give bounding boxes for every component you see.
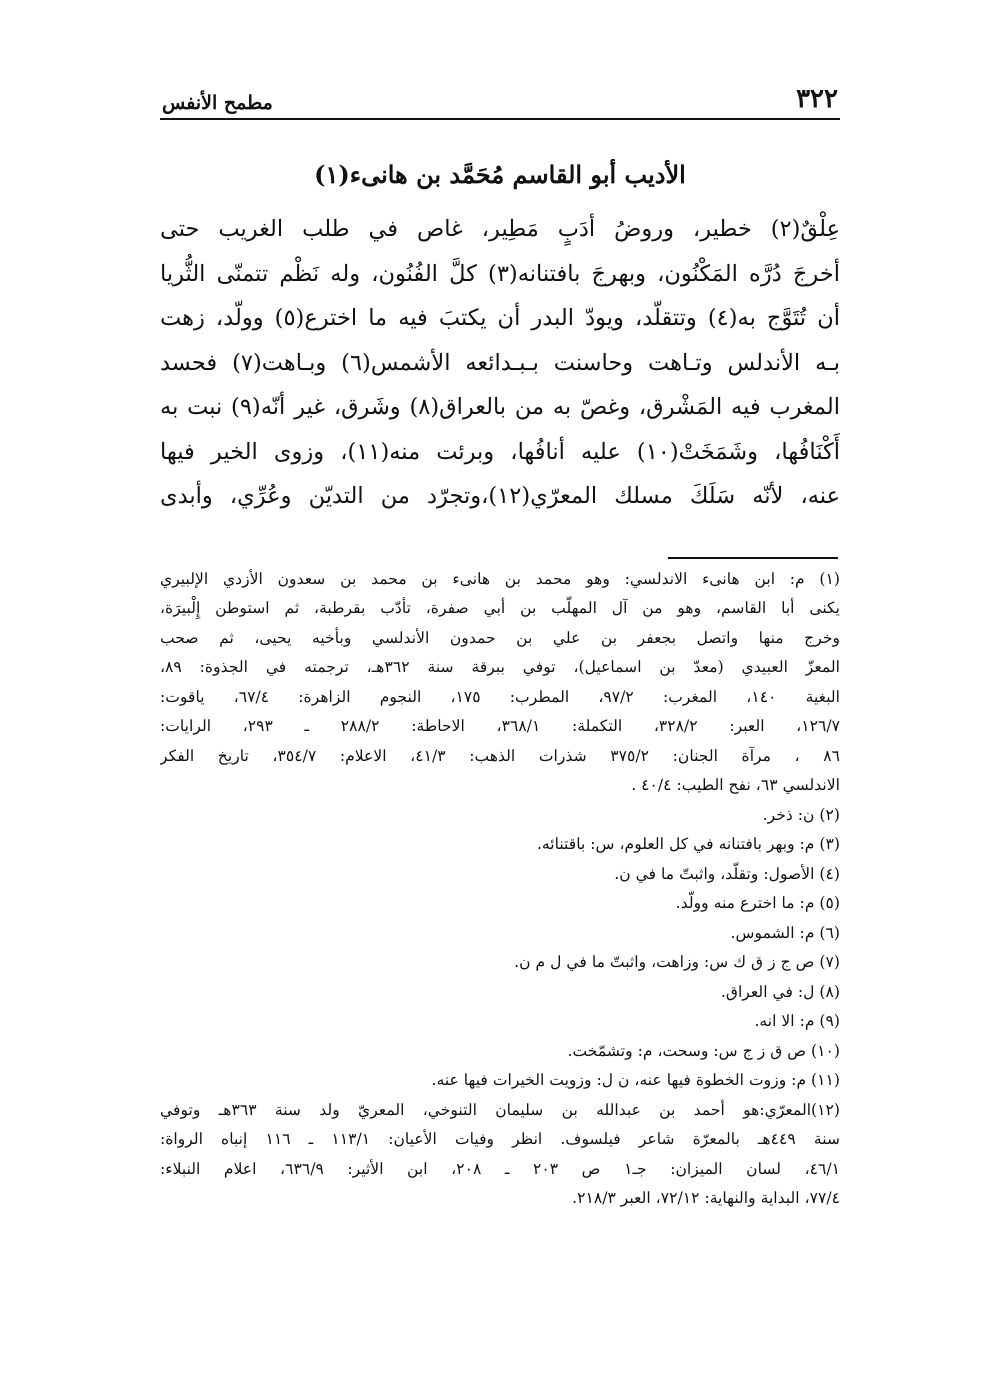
footnote-line: (١) م: ابن هانىء الاندلسي: وهو محمد بن هانىء بن محمد بن سعدون الأزدي الإلبيري (160, 569, 840, 588)
body-line: أَكْنَافُها، وشَمَخَتْ(١٠) عليه أنافُها، وبرئت منه(١١)، وزوى الخير فيها (160, 438, 840, 465)
footnote-line: (٣) م: وبهر بافتنانه في كل العلوم، س: باقتنائه. (536, 835, 840, 853)
footnote-line: (٨) ل: في العراق. (720, 982, 840, 1001)
chapter-title: الأديب أبو القاسم مُحَمَّد بن هانىء(١) (314, 160, 686, 189)
footnote-separator (668, 557, 838, 559)
footnote-line: يكنى أبا القاسم، وهو من آل المهلّب بن أبي صفرة، تأدّب بقرطبة، ثم استوطن إِلْبيرَة، (160, 599, 840, 617)
footnote-line: المعزّ العبيدي (معدّ بن اسماعيل)، توفي ببرقة سنة ٣٦٢هـ، ترجمته في الجذوة: ٨٩، (160, 658, 840, 676)
footnote-line: (٩) م: الا انه. (754, 1012, 840, 1030)
body-line: عنه، لأنّه سَلَكَ مسلك المعرّي(١٢)،وتجرّد من التديّن وعُرِّي، وأبدى (160, 483, 840, 509)
body-line: بـه الأندلس وتـاهت وحاسنت بـبـدائعه الأشمس(٦) وبـاهت(٧) فحسد (160, 349, 840, 376)
footnote-line: (٤) الأصول: وتقلّد، واثبتّ ما في ن. (614, 864, 840, 883)
footnote-line: (٦) م: الشموس. (730, 923, 840, 942)
page-number: ٣٢٢ (796, 84, 838, 114)
running-header-title: مطمح الأنفس (162, 92, 273, 114)
book-page (160, 78, 840, 1214)
footnote-line: (٥) م: ما اخترع منه وولّد. (675, 894, 840, 912)
footnote-line: (٧) ص ج ز ق ك س: وزاهت، واثبتّ ما في ل م ن. (514, 953, 840, 971)
footnote-line: وخرج منها واتصل بجعفر بن علي بن حمدون الأندلسي وبأخيه يحيى، ثم صحب (160, 628, 840, 647)
footnote-line: (١٠) ص ق ز ج س: وسحت، م: وتشمّخت. (567, 1041, 840, 1060)
running-header (160, 78, 840, 120)
footnote-line: ٨٦ ، مرآة الجنان: ٣٧٥/٢ شذرات الذهب: ٤١/٣، الاعلام: ٣٥٤/٧، تاريخ الفكر (160, 746, 840, 765)
footnote-line: (٢) ن: ذخر. (762, 805, 840, 824)
footnote-line: (١٢)المعرّي:هو أحمد بن عبدالله بن سليمان التنوخي، المعريّ ولد سنة ٣٦٣هـ وتوفي (160, 1100, 840, 1119)
footnote-line: ١٢٦/٧، العبر: ٣٢٨/٢، التكملة: ٣٦٨/١، الاحاطة: ٢٨٨/٢ ـ ٢٩٣، الرايات: (160, 717, 840, 735)
footnote-line: (١١) م: وزوت الخطوة فيها عنه، ن ل: وزويت الخيرات فيها عنه. (431, 1071, 840, 1089)
footnotes (160, 565, 840, 1214)
footnote-line: الاندلسي ٦٣، نفح الطيب: ٤٠/٤ . (631, 776, 840, 794)
footnote-line: ٧٧/٤، البداية والنهاية: ٧٢/١٢، العبر ٢١٨/٣. (572, 1189, 840, 1207)
body-text (160, 207, 840, 519)
body-line: عِلْقٌ(٢) خطير، وروضُ أدَبٍ مَطِير، غاص في طلب الغريب حتى (160, 216, 840, 242)
footnote-line: سنة ٤٤٩هـ بالمعرّة شاعر فيلسوف. انظر وفيات الأعيان: ١١٣/١ ـ ١١٦ إنباه الرواة: (160, 1130, 840, 1148)
body-line: أخرجَ دُرَّه المَكْنُون، وبهرجَ بافتنانه(٣) كلَّ الفُنُون، وله نَظْم تتمنّى الثُّريا (160, 260, 840, 287)
footnote-line: البغية ١٤٠، المغرب: ٩٧/٢، المطرب: ١٧٥، النجوم الزاهرة: ٦٧/٤، ياقوت: (160, 687, 840, 706)
body-line: أن تُتَوَّج به(٤) وتتقلّد، ويودّ البدر أن يكتبَ فيه ما اخترع(٥) وولّد، زهت (160, 305, 840, 331)
footnote-line: ٤٦/١، لسان الميزان: جـ١ ص ٢٠٣ ـ ٢٠٨، ابن الأثير: ٦٣٦/٩، اعلام النبلاء: (160, 1159, 840, 1178)
body-line: المغرب فيه المَشْرق، وغصّ به من بالعراق(٨) وشَرق، غير أنّه(٩) نبت به (160, 394, 840, 420)
